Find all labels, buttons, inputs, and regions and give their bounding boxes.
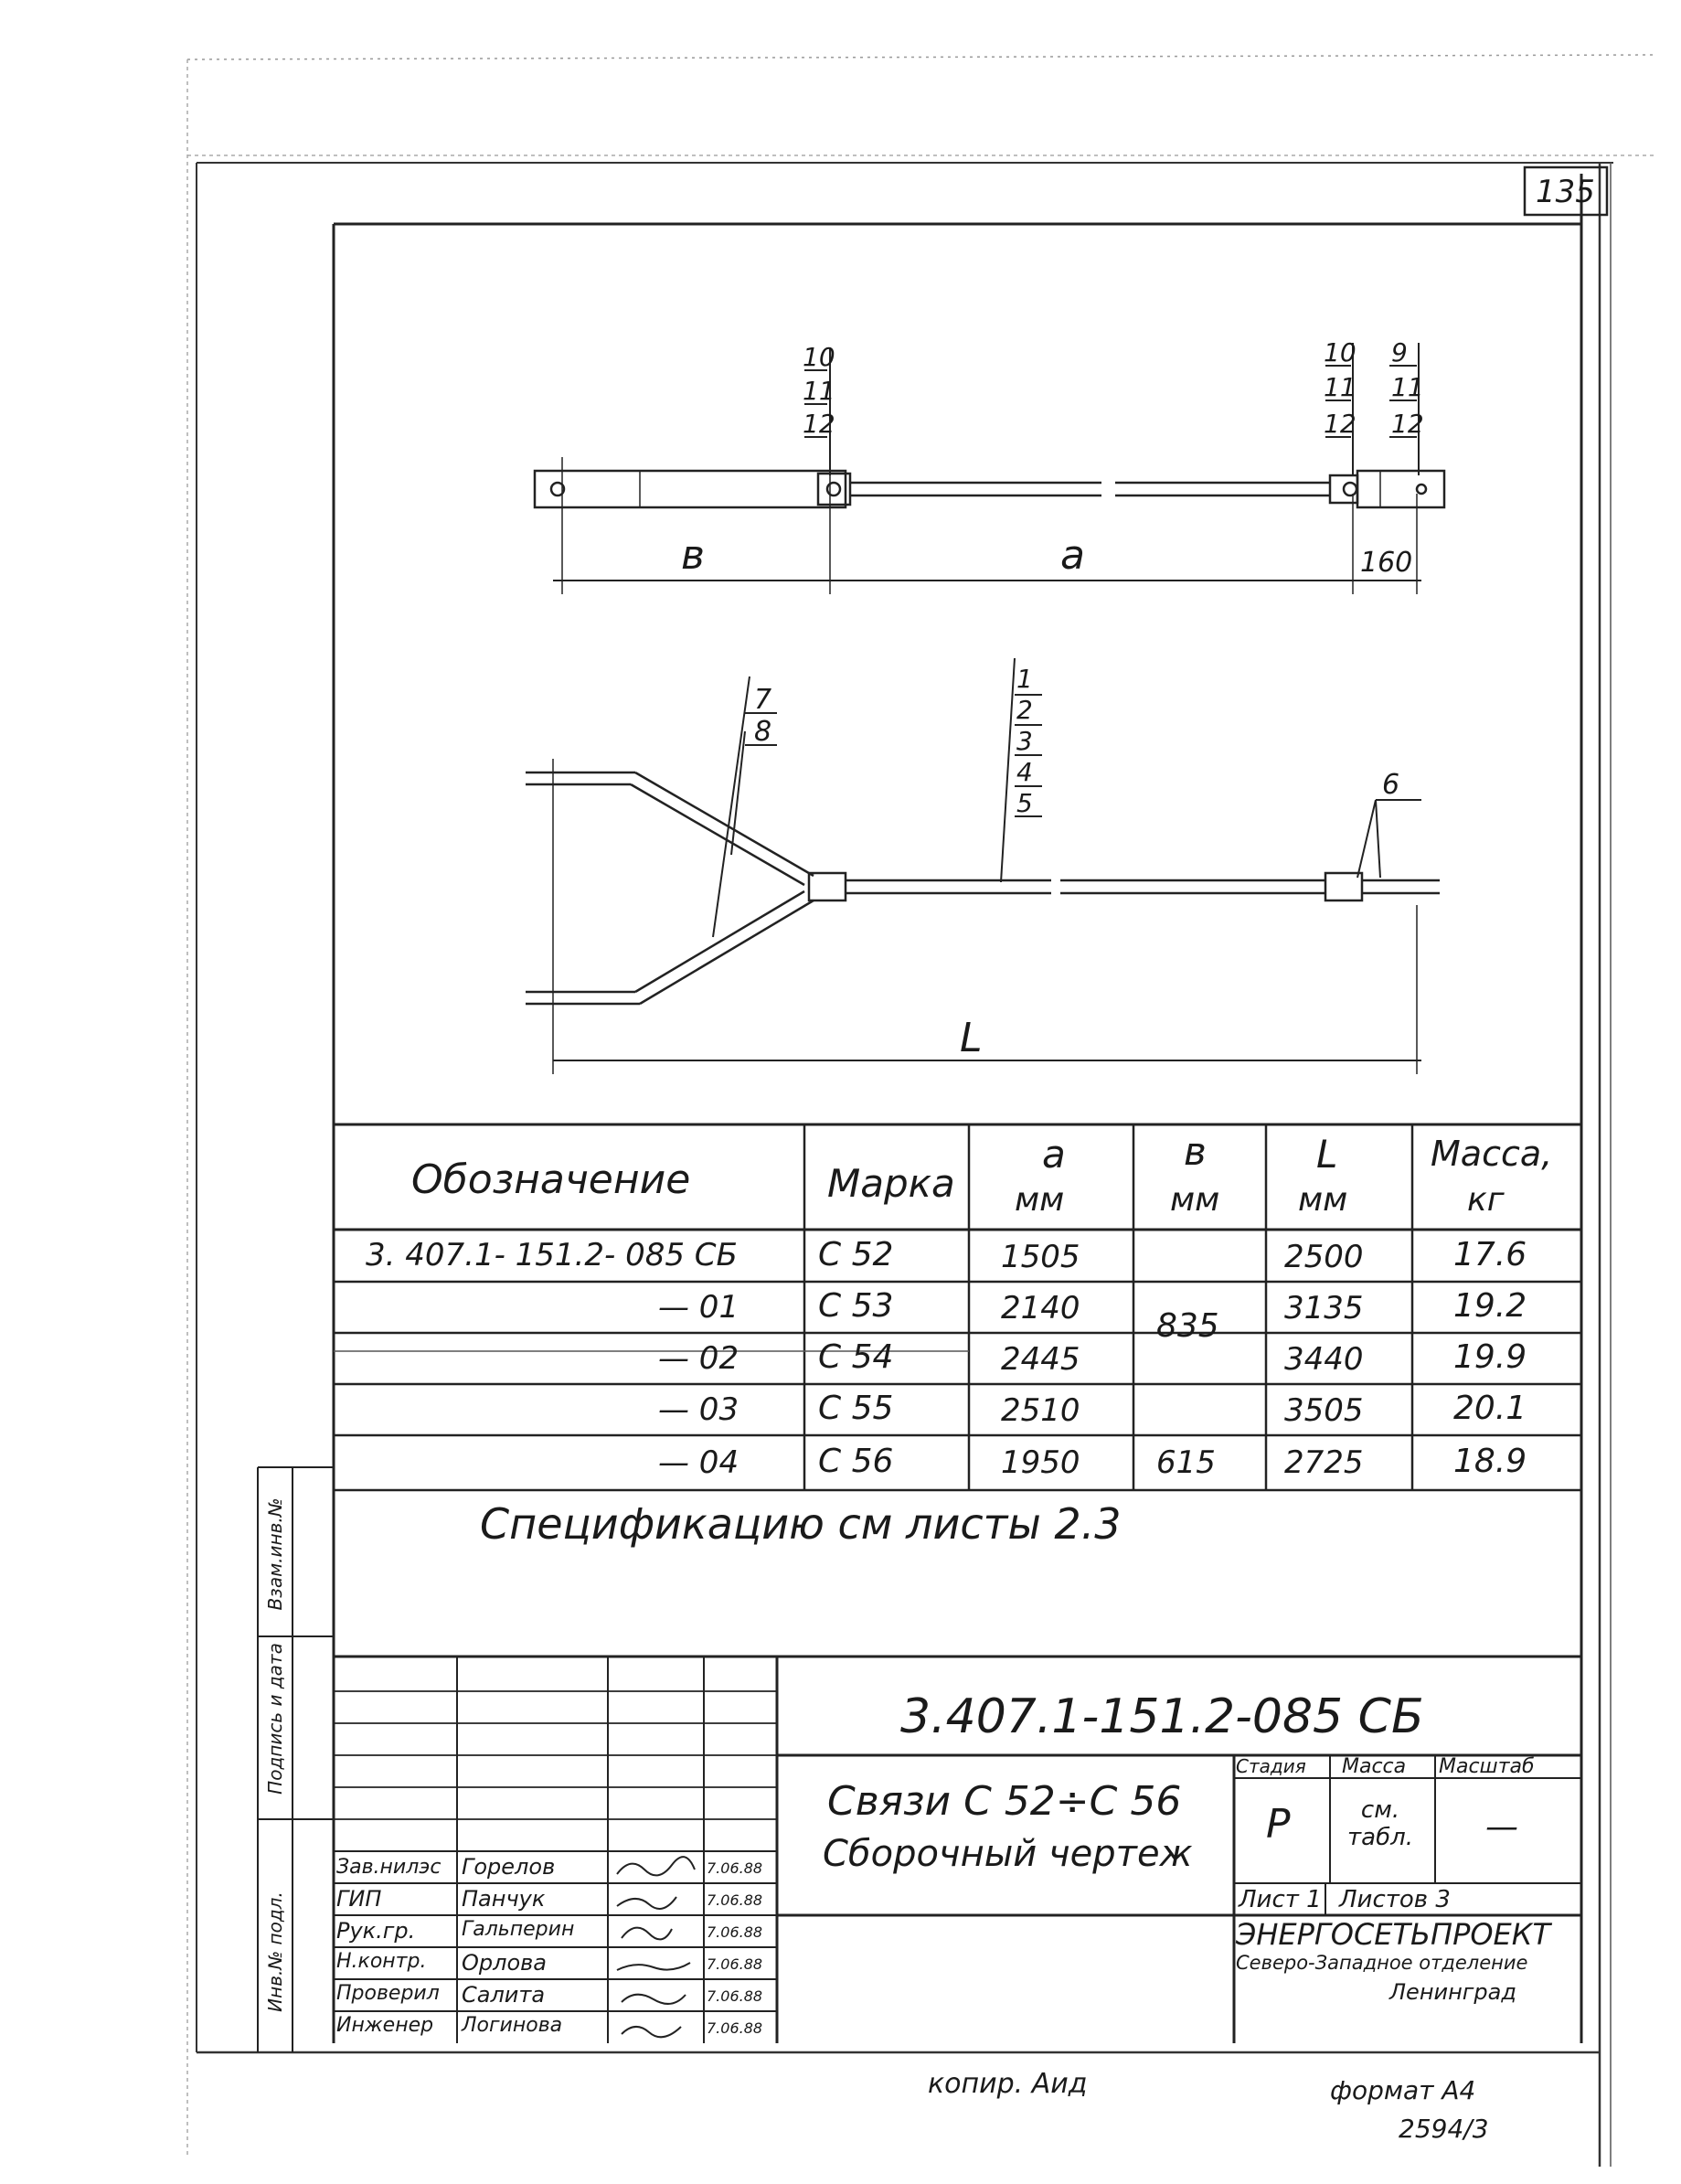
dim-160-label: 160 — [1360, 547, 1413, 579]
callout-1: 1 — [1016, 664, 1033, 694]
signature-role: ГИП — [336, 1886, 382, 1912]
dim-b-label: в — [681, 532, 705, 579]
callout-7: 7 — [754, 684, 772, 716]
org-branch: Северо-Западное отделение — [1236, 1952, 1528, 1974]
row-mass: 17.6 — [1453, 1236, 1527, 1273]
side-stamp-replace: Взам.инв.№ — [264, 1497, 286, 1611]
signature-role: Зав.нилэс — [336, 1856, 442, 1879]
row-mass: 18.9 — [1453, 1443, 1527, 1480]
header-L-unit: мм — [1298, 1181, 1348, 1219]
row-a: 2140 — [1001, 1290, 1080, 1326]
header-mass: Масса, — [1431, 1134, 1553, 1174]
row-a: 1950 — [1001, 1444, 1080, 1481]
org-name: ЭНЕРГОСЕТЬПРОЕКТ — [1236, 1917, 1551, 1952]
callout-6: 6 — [1382, 769, 1400, 801]
row-designation: — 02 — [658, 1340, 739, 1377]
stage-value: Р — [1266, 1801, 1291, 1848]
callout-mid-2: 11 — [1324, 372, 1357, 402]
sheets-label: Листов 3 — [1339, 1886, 1451, 1913]
side-stamp-signature: Подпись и дата — [264, 1643, 286, 1795]
signature-date: 7.06.88 — [707, 1987, 763, 2005]
title-line-2: Сборочный чертеж — [823, 1833, 1193, 1875]
signature-date: 7.06.88 — [707, 1859, 763, 1877]
dim-a-label: a — [1060, 532, 1085, 579]
org-city: Ленинград — [1389, 1979, 1516, 2005]
copied-note: копир. Аид — [928, 2068, 1088, 2100]
signature-date: 7.06.88 — [707, 2019, 763, 2037]
callout-2: 2 — [1016, 695, 1033, 725]
signature-name: Орлова — [462, 1950, 547, 1976]
row-mark: С 52 — [818, 1236, 894, 1273]
dim-L-label: L — [960, 1015, 983, 1061]
row-L: 3440 — [1284, 1341, 1364, 1378]
row-designation: 3. 407.1- 151.2- 085 СБ — [366, 1237, 738, 1273]
signature-date: 7.06.88 — [707, 1923, 763, 1941]
header-a-unit: мм — [1015, 1181, 1065, 1219]
doc-code: 3.407.1-151.2-085 СБ — [900, 1689, 1424, 1744]
header-designation: Обозначение — [411, 1156, 691, 1203]
row-mass: 19.2 — [1453, 1287, 1527, 1325]
signature-name: Горелов — [462, 1854, 556, 1880]
row-a: 2510 — [1001, 1392, 1080, 1429]
callout-left-1: 10 — [803, 342, 835, 372]
callout-8: 8 — [754, 716, 772, 748]
row-designation: — 03 — [658, 1391, 739, 1428]
header-mass-unit: кг — [1467, 1181, 1505, 1219]
row-designation: — 01 — [658, 1289, 739, 1326]
callout-right-3: 12 — [1391, 409, 1424, 439]
callout-left-3: 12 — [803, 409, 835, 439]
row-L: 3135 — [1284, 1290, 1364, 1326]
row-L: 2500 — [1284, 1239, 1364, 1275]
row-mark: С 55 — [818, 1390, 894, 1427]
header-b-unit: мм — [1170, 1181, 1220, 1219]
row-a: 1505 — [1001, 1239, 1080, 1275]
row-L: 2725 — [1284, 1444, 1364, 1481]
callout-right-1: 9 — [1391, 337, 1408, 368]
specification-note: Спецификацию см листы 2.3 — [480, 1499, 1122, 1549]
row-b: 615 — [1156, 1444, 1216, 1481]
header-b: в — [1184, 1129, 1207, 1174]
callout-right-2: 11 — [1391, 372, 1424, 402]
row-designation: — 04 — [658, 1444, 739, 1481]
signature-role: Н.контр. — [336, 1950, 427, 1973]
header-mark: Марка — [827, 1161, 955, 1206]
mass-label: Масса — [1342, 1755, 1407, 1778]
signature-date: 7.06.88 — [707, 1955, 763, 1973]
row-L: 3505 — [1284, 1392, 1364, 1429]
sheet-label: Лист 1 — [1239, 1886, 1322, 1913]
row-mark: С 54 — [818, 1338, 894, 1376]
row-mass: 20.1 — [1453, 1390, 1527, 1427]
scale-value: — — [1485, 1808, 1518, 1846]
signature-date: 7.06.88 — [707, 1891, 763, 1909]
signature-role: Проверил — [336, 1982, 440, 2005]
signature-name: Логинова — [462, 2014, 563, 2037]
header-a: a — [1042, 1132, 1066, 1177]
scale-label: Масштаб — [1439, 1755, 1535, 1778]
b-merged-value: 835 — [1156, 1307, 1219, 1345]
mass-value: см. табл. — [1347, 1796, 1413, 1851]
callout-mid-3: 12 — [1324, 409, 1357, 439]
signature-role: Инженер — [336, 2014, 434, 2037]
callout-left-2: 11 — [803, 376, 835, 406]
callout-mid-1: 10 — [1324, 337, 1357, 368]
signature-name: Салита — [462, 1982, 546, 2008]
callout-4: 4 — [1016, 757, 1033, 787]
archive-number: 2594/3 — [1399, 2114, 1489, 2144]
row-mass: 19.9 — [1453, 1338, 1527, 1376]
side-stamp-inv: Инв.№ подл. — [264, 1891, 286, 2012]
title-line-1: Связи С 52÷С 56 — [827, 1778, 1182, 1825]
format-note: формат А4 — [1330, 2075, 1476, 2105]
sheet-number: 135 — [1536, 174, 1595, 210]
signature-role: Рук.гр. — [336, 1918, 416, 1944]
row-mark: С 53 — [818, 1287, 894, 1325]
header-L: L — [1316, 1132, 1338, 1177]
callout-5: 5 — [1016, 788, 1033, 818]
row-mark: С 56 — [818, 1443, 894, 1480]
signature-name: Панчук — [462, 1886, 546, 1912]
signature-name: Гальперин — [462, 1918, 575, 1941]
row-a: 2445 — [1001, 1341, 1080, 1378]
stage-label: Стадия — [1236, 1755, 1306, 1777]
callout-3: 3 — [1016, 726, 1033, 756]
